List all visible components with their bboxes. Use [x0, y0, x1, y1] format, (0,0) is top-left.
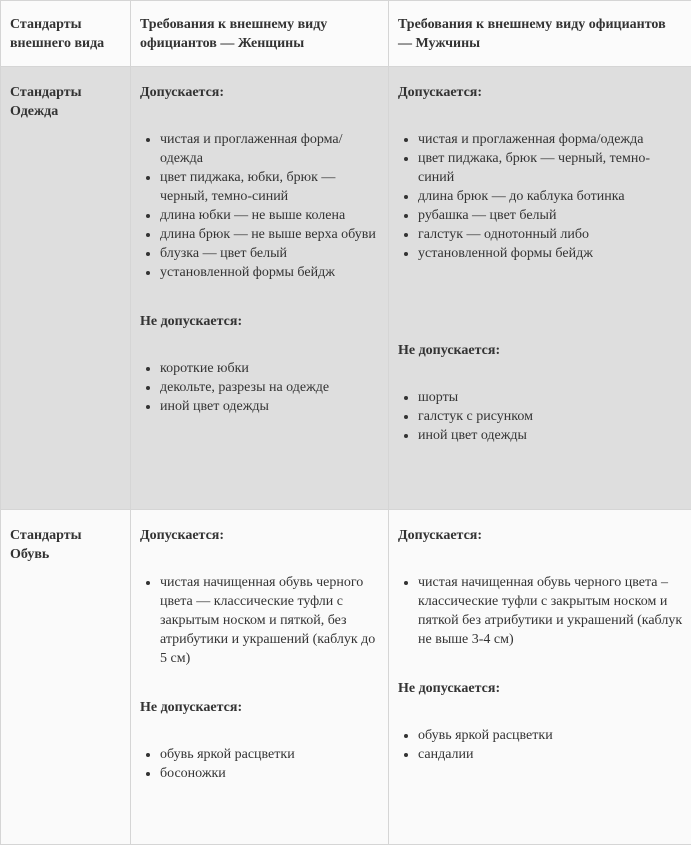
list-item: • короткие юбки	[160, 359, 380, 378]
list-item: • чистая и проглаженная форма/ одежда	[160, 130, 380, 168]
list-item: • рубашка — цвет белый	[418, 206, 683, 225]
allowed-list	[140, 573, 380, 668]
denied-list	[140, 745, 380, 783]
allowed-title: Допускается:	[398, 526, 683, 545]
list-item: • галстук с рисунком	[418, 407, 683, 426]
list-item: • шорты	[418, 388, 683, 407]
cell-men-footwear	[389, 510, 691, 845]
header-row	[1, 1, 691, 67]
row-category-footwear: Стандарты Обувь	[1, 510, 131, 845]
list-item: • чистая начищенная обувь черного цвета – классические туфли с закрытым носком и пяткой без атрибутики и украшений (каблук не выше 3-4 см)	[418, 573, 683, 649]
list-item: • блузка — цвет белый	[160, 244, 380, 263]
list-item: • иной цвет одежды	[160, 397, 380, 416]
denied-list	[398, 388, 683, 445]
list-item: • обувь яркой расцветки	[418, 726, 683, 745]
header-category: Стандарты внешнего вида	[1, 1, 131, 67]
allowed-title: Допускается:	[398, 83, 683, 102]
list-item: • цвет пиджака, юбки, брюк — черный, темно-синий	[160, 168, 380, 206]
row-category-clothing: Стандарты Одежда	[1, 67, 131, 510]
list-item: • длина брюк — до каблука ботинка	[418, 187, 683, 206]
allowed-title: Допускается:	[140, 526, 380, 545]
list-item: • сандалии	[418, 745, 683, 764]
list-item: • установленной формы бейдж	[418, 244, 683, 263]
list-item: • галстук — однотонный либо	[418, 225, 683, 244]
list-item: • обувь яркой расцветки	[160, 745, 380, 764]
allowed-list	[398, 130, 683, 263]
header-men: Требования к внешнему виду официантов — Мужчины	[389, 1, 691, 67]
list-item: • чистая начищенная обувь черного цвета — классические туфли с закрытым носком и пяткой, без атрибутики и украшений (каблук до 5 см)	[160, 573, 380, 668]
cell-women-footwear	[131, 510, 389, 845]
denied-title: Не допускается:	[398, 341, 683, 360]
header-women: Требования к внешнему виду официантов — Женщины	[131, 1, 389, 67]
allowed-title: Допускается:	[140, 83, 380, 102]
allowed-list	[398, 573, 683, 649]
cell-men-clothing	[389, 67, 691, 510]
denied-title: Не допускается:	[398, 679, 683, 698]
table-row-footwear	[1, 510, 691, 845]
list-item: • декольте, разрезы на одежде	[160, 378, 380, 397]
list-item: • установленной формы бейдж	[160, 263, 380, 282]
denied-list	[398, 726, 683, 764]
list-item: • чистая и проглаженная форма/одежда	[418, 130, 683, 149]
list-item: • цвет пиджака, брюк — черный, темно-синий	[418, 149, 683, 187]
list-item: • босоножки	[160, 764, 380, 783]
list-item: • длина брюк — не выше верха обуви	[160, 225, 380, 244]
list-item: • длина юбки — не выше колена	[160, 206, 380, 225]
denied-list	[140, 359, 380, 416]
denied-title: Не допускается:	[140, 312, 380, 331]
list-item: • иной цвет одежды	[418, 426, 683, 445]
denied-title: Не допускается:	[140, 698, 380, 717]
allowed-list	[140, 130, 380, 282]
cell-women-clothing	[131, 67, 389, 510]
table-row-clothing	[1, 67, 691, 510]
